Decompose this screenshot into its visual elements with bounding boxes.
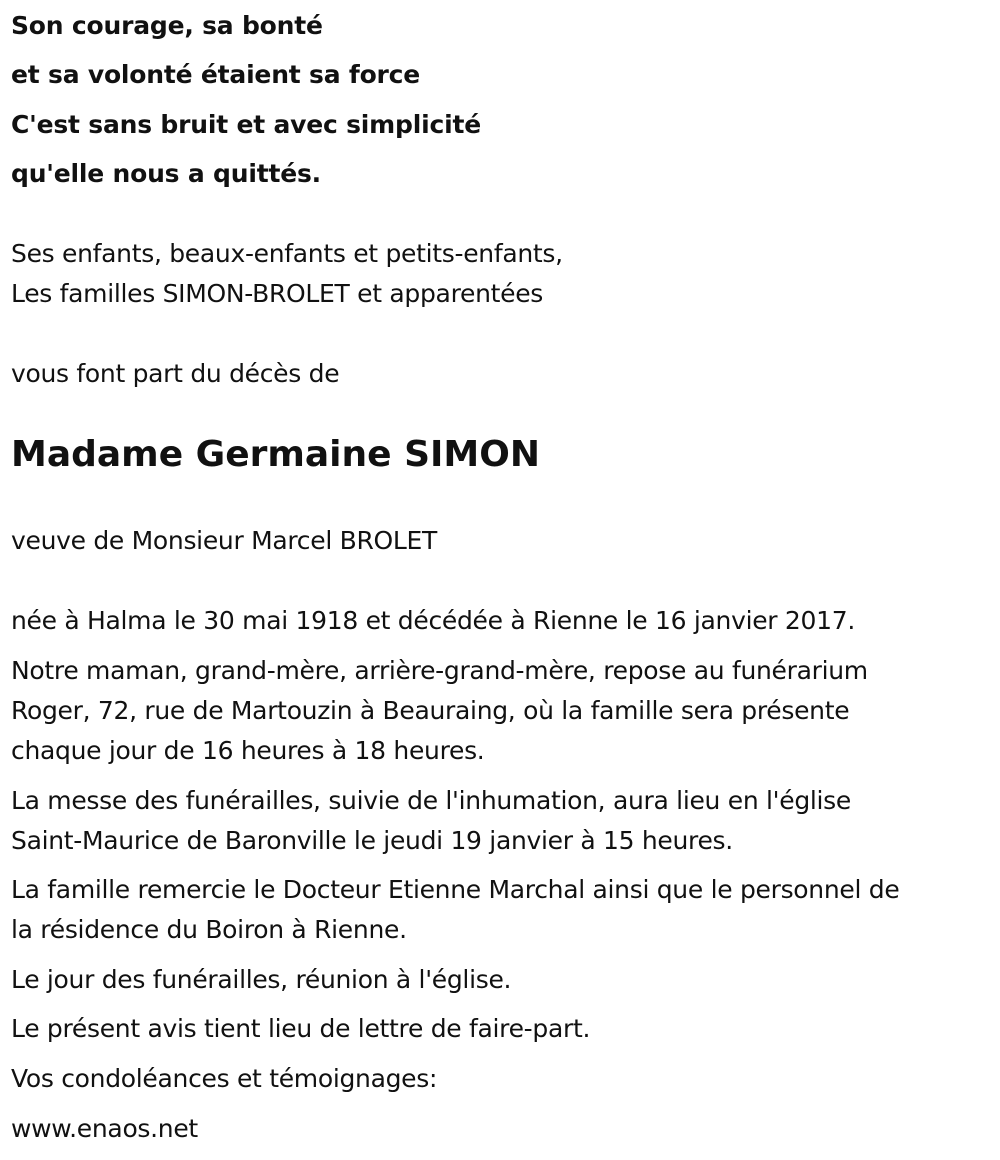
- poem-line: Son courage, sa bonté: [11, 11, 323, 40]
- deceased-name: Madame Germaine SIMON: [11, 434, 540, 475]
- paragraph-line: La messe des funérailles, suivie de l'inhumation, aura lieu en l'église: [11, 786, 851, 815]
- paragraph-line: Notre maman, grand-mère, arrière-grand-mère, repose au funérarium: [11, 656, 868, 685]
- spouse-line: veuve de Monsieur Marcel BROLET: [11, 526, 438, 555]
- meeting-line: Le jour des funérailles, réunion à l'église.: [11, 965, 512, 994]
- condolences-line: Vos condoléances et témoignages:: [11, 1064, 438, 1093]
- poem-line: C'est sans bruit et avec simplicité: [11, 110, 481, 139]
- poem-line: qu'elle nous a quittés.: [11, 159, 321, 188]
- announcement-text: vous font part du décès de: [11, 359, 340, 388]
- birth-death-line: née à Halma le 30 mai 1918 et décédée à Rienne le 16 janvier 2017.: [11, 606, 855, 635]
- paragraph-line: la résidence du Boiron à Rienne.: [11, 915, 407, 944]
- paragraph-line: Roger, 72, rue de Martouzin à Beauraing, où la famille sera présente: [11, 696, 850, 725]
- website-link[interactable]: www.enaos.net: [11, 1114, 198, 1143]
- poem-line: et sa volonté étaient sa force: [11, 60, 421, 89]
- notice-line: Le présent avis tient lieu de lettre de faire-part.: [11, 1014, 591, 1043]
- paragraph-line: chaque jour de 16 heures à 18 heures.: [11, 736, 485, 765]
- family-line: Les familles SIMON-BROLET et apparentées: [11, 279, 544, 308]
- paragraph-line: La famille remercie le Docteur Etienne Marchal ainsi que le personnel de: [11, 875, 900, 904]
- paragraph-line: Saint-Maurice de Baronville le jeudi 19 janvier à 15 heures.: [11, 826, 733, 855]
- family-line: Ses enfants, beaux-enfants et petits-enfants,: [11, 239, 563, 268]
